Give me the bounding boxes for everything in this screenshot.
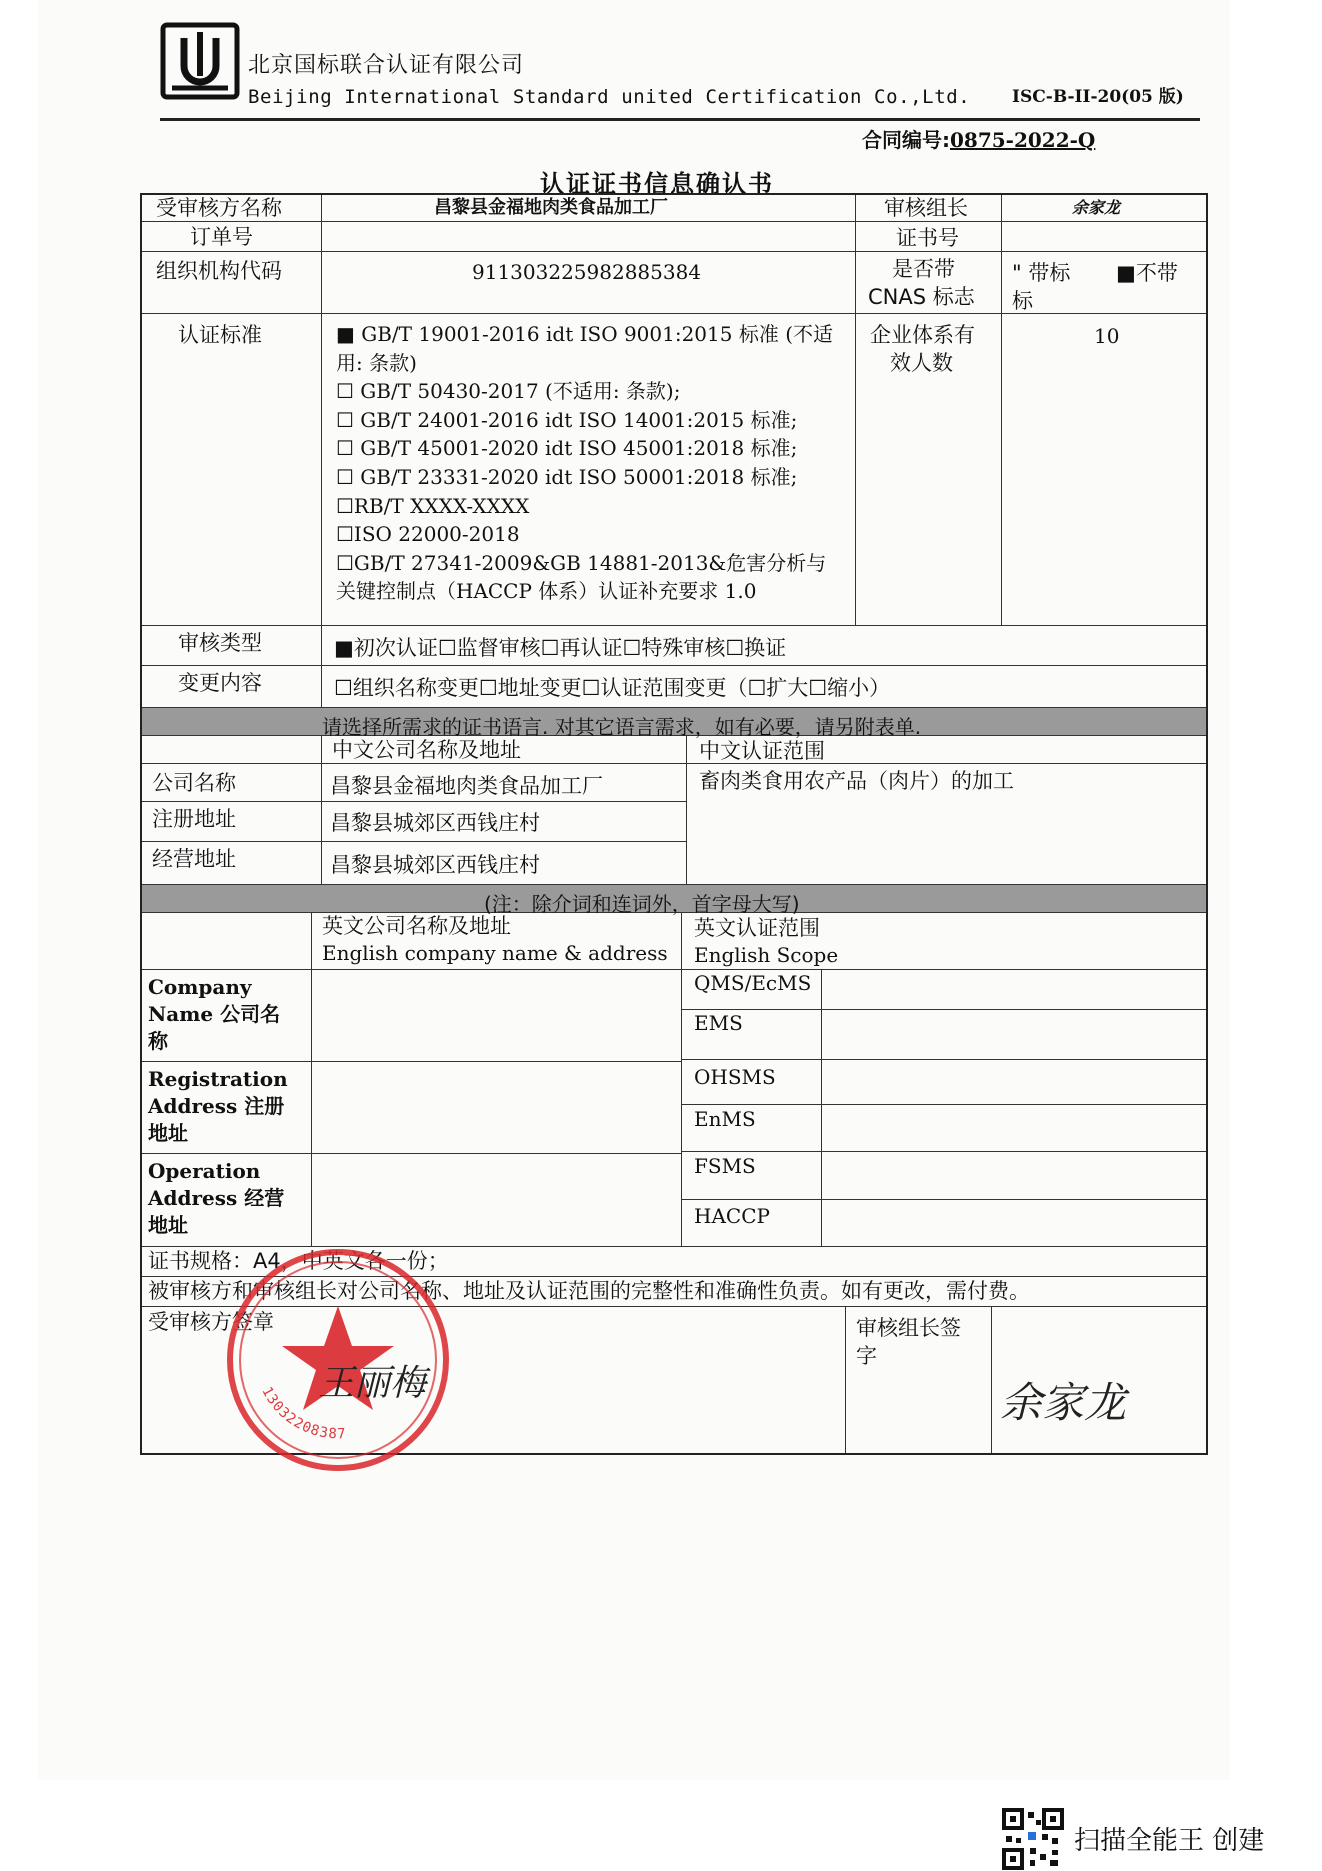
- en-scope-header-en: English Scope: [694, 943, 839, 967]
- standards-list: [336, 320, 846, 606]
- certificate-spec: 证书规格：A4，中英文各一份；: [148, 1249, 449, 1273]
- change-options[interactable]: ☐组织名称变更☐地址变更☐认证范围变更（☐扩大☐缩小）: [334, 676, 891, 700]
- standards-list-cell: [322, 314, 856, 626]
- lead-sign-label-2: 字: [856, 1344, 877, 1368]
- cert-label: 证书号: [896, 226, 959, 250]
- system-value-cell: [822, 1152, 1206, 1200]
- en-reg-label-cell: [142, 1062, 312, 1154]
- en-company-value-cell: [312, 970, 682, 1062]
- system-value-cell: [822, 1200, 1206, 1247]
- system-value-cell: [822, 970, 1206, 1010]
- qr-code-icon: [1002, 1808, 1064, 1870]
- contract-label: 合同编号:: [862, 128, 950, 152]
- standard-line[interactable]: ☐RB/T XXXX-XXXX: [336, 493, 530, 518]
- cn-company-label: 公司名称: [152, 771, 236, 795]
- document-title: 认证证书信息确认书: [540, 170, 774, 198]
- cn-company-value: 昌黎县金福地肉类食品加工厂: [330, 774, 603, 798]
- en-name-addr-header-cell: [312, 913, 682, 970]
- standard-line[interactable]: ☐GB/T 27341-2009&GB 14881-2013&危害分析与: [336, 550, 827, 575]
- standard-line[interactable]: ☐ GB/T 45001-2020 idt ISO 45001:2018 标准;: [336, 436, 798, 461]
- company-logo: [160, 22, 240, 100]
- en-reg-label-line: Registration: [148, 1067, 288, 1091]
- en-company-label: [148, 974, 280, 1055]
- standard-line: 关键控制点（HACCP 体系）认证补充要求 1.0: [336, 579, 757, 604]
- cn-header-blank: [142, 736, 322, 764]
- standards-label-cell: [142, 314, 322, 626]
- standard-line: 用: 条款): [336, 350, 417, 375]
- cn-name-addr-header: 中文公司名称及地址: [332, 738, 521, 762]
- system-label-cell: [682, 1152, 822, 1200]
- change-label-cell: [142, 666, 322, 708]
- cn-name-addr-header-cell: [322, 736, 687, 764]
- cnas-option-with-mark-wrap: 标: [1012, 289, 1033, 313]
- en-company-label-cell: [142, 970, 312, 1062]
- cnas-label-2: CNAS 标志: [868, 285, 975, 309]
- en-op-value-cell: [312, 1154, 682, 1247]
- cnas-options-cell: [1002, 252, 1206, 314]
- cn-op-label-cell: [142, 842, 322, 885]
- lead-sign-label-cell: [846, 1307, 992, 1453]
- org-code-label: 组织机构代码: [156, 259, 282, 283]
- system-qms: QMS/EcMS: [694, 971, 812, 995]
- order-label: 订单号: [190, 225, 253, 249]
- en-reg-label-line: Address 注册: [148, 1094, 285, 1118]
- cn-scope-header: 中文认证范围: [699, 739, 825, 763]
- cn-scope-value-cell: [687, 764, 1206, 885]
- en-name-addr-header-cn: 英文公司名称及地址: [322, 914, 511, 938]
- system-label-cell: [682, 1105, 822, 1152]
- lead-value: 余家龙: [1072, 198, 1121, 217]
- en-header-blank: [142, 913, 312, 970]
- system-value-cell: [822, 1105, 1206, 1152]
- en-reg-value-cell: [312, 1062, 682, 1154]
- org-code-value: 911303225982885384: [472, 260, 702, 284]
- auditee-sign-label: 受审核方签章: [148, 1310, 274, 1334]
- audit-type-options[interactable]: ■初次认证☐监督审核☐再认证☐特殊审核☐换证: [334, 636, 787, 660]
- cn-company-label-cell: [142, 764, 322, 802]
- en-reg-label: [148, 1066, 288, 1147]
- order-value-cell: [322, 222, 856, 252]
- system-label-cell: [682, 970, 822, 1010]
- staff-label-2: 效人数: [890, 351, 953, 375]
- cert-label-cell: [856, 222, 1002, 252]
- company-name-cn: 北京国标联合认证有限公司: [248, 53, 525, 78]
- change-label: 变更内容: [178, 671, 262, 695]
- header-divider: [160, 118, 1200, 121]
- system-enms: EnMS: [694, 1107, 756, 1131]
- standard-line[interactable]: ■ GB/T 19001-2016 idt ISO 9001:2015 标准 (不适: [336, 322, 834, 346]
- cn-reg-value: 昌黎县城郊区西钱庄村: [330, 811, 540, 835]
- en-notice: (注：除介词和连词外，首字母大写): [484, 892, 800, 916]
- cn-op-label: 经营地址: [152, 847, 236, 871]
- audit-type-value-cell: [322, 626, 1206, 666]
- system-haccp: HACCP: [694, 1204, 770, 1228]
- en-reg-label-line: 地址: [148, 1121, 188, 1145]
- en-company-label-line: Company: [148, 975, 252, 999]
- contract-number: [862, 124, 1095, 153]
- en-company-label-line: 称: [148, 1029, 168, 1053]
- audit-type-label-cell: [142, 626, 322, 666]
- system-ohsms: OHSMS: [694, 1065, 776, 1089]
- company-name-en: Beijing International Standard united Certification Co.,Ltd.: [248, 86, 971, 108]
- auditee-label-cell: [142, 195, 322, 222]
- standard-line[interactable]: ☐ GB/T 24001-2016 idt ISO 14001:2015 标准;: [336, 407, 798, 432]
- order-label-cell: [142, 222, 322, 252]
- standard-line[interactable]: ☐ GB/T 23331-2020 idt ISO 50001:2018 标准;: [336, 464, 798, 489]
- cert-value-cell: [1002, 222, 1206, 252]
- org-code-label-cell: [142, 252, 322, 314]
- org-code-value-cell: [322, 252, 856, 314]
- en-op-label-line: 地址: [148, 1213, 188, 1237]
- staff-label-cell: [856, 314, 1002, 626]
- auditee-label: 受审核方名称: [156, 196, 282, 220]
- standard-line[interactable]: ☐ GB/T 50430-2017 (不适用: 条款);: [336, 379, 681, 404]
- lead-sign-label-1: 审核组长签: [856, 1316, 961, 1340]
- system-value-cell: [822, 1010, 1206, 1060]
- scanner-watermark: 扫描全能王 创建: [1074, 1826, 1265, 1856]
- system-label-cell: [682, 1010, 822, 1060]
- system-value-cell: [822, 1060, 1206, 1105]
- cn-scope-header-cell: [687, 736, 1206, 764]
- responsibility-statement: 被审核方和审核组长对公司名称、地址及认证范围的完整性和准确性负责。如有更改，需付费。: [148, 1279, 1030, 1303]
- system-fsms: FSMS: [694, 1154, 756, 1178]
- cn-reg-label: 注册地址: [152, 807, 236, 831]
- auditee-value: 昌黎县金福地肉类食品加工厂: [434, 197, 668, 218]
- staff-value: 10: [1094, 324, 1120, 348]
- staff-label-1: 企业体系有: [870, 323, 975, 347]
- change-value-cell: [322, 666, 1206, 708]
- seal-number: 13032208387: [258, 1384, 348, 1443]
- cnas-option-without-mark[interactable]: ■不带: [1116, 261, 1178, 285]
- standard-line[interactable]: ☐ISO 22000-2018: [336, 522, 520, 547]
- en-op-label-line: Address 经营: [148, 1186, 285, 1210]
- cn-reg-value-cell: [322, 802, 687, 842]
- cnas-option-with-mark[interactable]: " 带标: [1012, 261, 1071, 285]
- en-company-label-line: Name 公司名: [148, 1002, 281, 1026]
- en-op-label: [148, 1158, 284, 1239]
- auditee-signature: 王丽梅: [318, 1363, 427, 1404]
- lead-value-cell: [1002, 195, 1206, 222]
- cnas-label-cell: [856, 252, 1002, 314]
- contract-value: 0875-2022-Q: [950, 128, 1096, 152]
- cn-reg-label-cell: [142, 802, 322, 842]
- cn-scope-value: 畜肉类食用农产品（肉片）的加工: [699, 769, 1014, 793]
- system-label-cell: [682, 1200, 822, 1247]
- lead-label: 审核组长: [884, 196, 968, 220]
- cn-company-value-cell: [322, 764, 687, 802]
- document-code: ISC-B-II-20(05 版): [1012, 87, 1184, 107]
- en-scope-header-cn: 英文认证范围: [694, 916, 820, 940]
- en-scope-header-cell: [682, 913, 1206, 970]
- cn-op-value: 昌黎县城郊区西钱庄村: [330, 853, 540, 877]
- en-op-label-cell: [142, 1154, 312, 1247]
- staff-value-cell: [1002, 314, 1206, 626]
- cn-notice: 请选择所需求的证书语言. 对其它语言需求，如有必要，请另附表单.: [322, 715, 922, 739]
- lead-label-cell: [856, 195, 1002, 222]
- en-notice-band: [142, 885, 1206, 916]
- en-op-label-line: Operation: [148, 1159, 261, 1183]
- audit-type-label: 审核类型: [178, 631, 262, 655]
- cnas-label-1: 是否带: [892, 257, 955, 281]
- cn-notice-band: [142, 708, 1206, 739]
- auditee-value-cell: [322, 195, 856, 222]
- en-name-addr-header-en: English company name & address: [322, 941, 668, 965]
- standards-label: 认证标准: [178, 323, 262, 347]
- system-ems: EMS: [694, 1011, 743, 1035]
- system-label-cell: [682, 1060, 822, 1105]
- cn-op-value-cell: [322, 842, 687, 885]
- lead-signature: 余家龙: [1000, 1378, 1127, 1427]
